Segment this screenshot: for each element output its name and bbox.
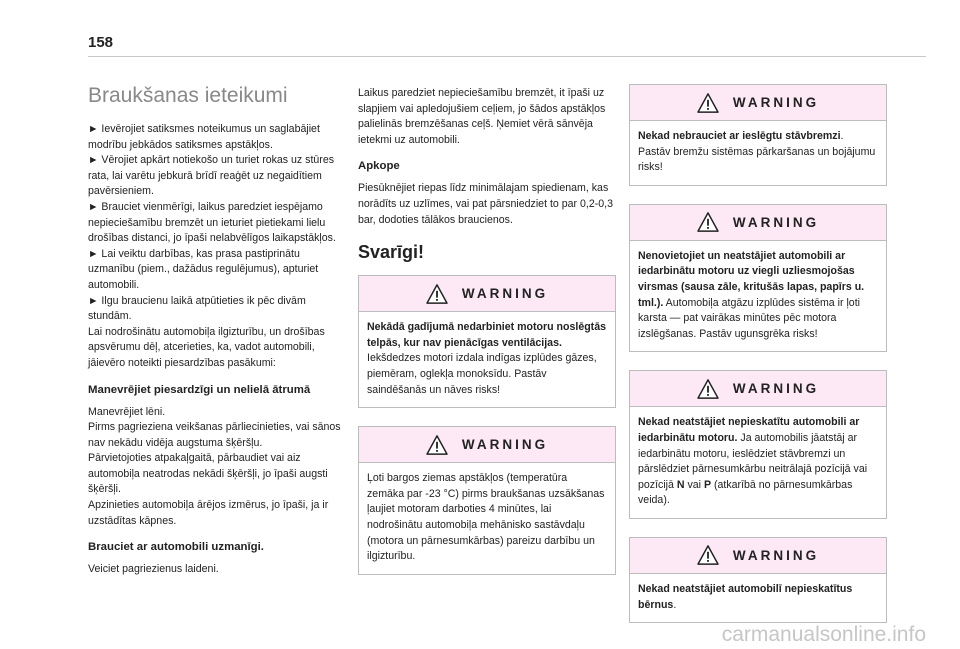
warning-box-cold-start xyxy=(358,426,616,575)
warning-body xyxy=(630,407,886,518)
warning-box-children xyxy=(629,537,887,623)
heading-important: Svarīgi! xyxy=(358,242,425,263)
warning-text-or: vai xyxy=(684,478,704,491)
warning-text: Ļoti bargos ziemas apstākļos (temperatūra zemāka par -23 °C) pirms braukšanas uzsākšanas ļaujiet motoram darboties 4 minūtes, lai nodrošinātu automobiļa mehānisko sastāvdaļu (motora un pārnesumkārbas) pareizu darbību un ilgizturību. xyxy=(367,472,605,563)
gear-n-label: N xyxy=(676,478,685,491)
maneuver-text-3: Pārvietojoties atpakaļgaitā, pārbaudiet vai aiz automobiļa neatrodas nekādi šķēršļi, jo īpaši augsti šķēršļi. xyxy=(88,452,328,496)
heading-maintenance: Apkope xyxy=(358,160,400,173)
tip-5: ► Ilgu braucienu laikā atpūtieties ik pēc divām stundām. xyxy=(88,294,306,323)
column-2 xyxy=(358,86,616,575)
warning-triangle-icon xyxy=(426,435,448,455)
maneuver-text-2: Pirms pagrieziena veikšanas pārliecinieties, vai sānos nav nekādu vidēja augstuma šķēršļu. xyxy=(88,421,341,449)
warning-body xyxy=(630,574,886,622)
warning-bold-text: Nekad neatstājiet nepieskatītu automobili ar iedarbinātu motoru. xyxy=(638,416,860,444)
braking-text: Laikus paredziet nepieciešamību bremzēt, it īpaši uz slapjiem vai apledojušiem ceļiem, jo šādos apstākļos palielinās bremzēšanas ceļš. Ņemiet vērā sānvēja ietekmi uz automobili. xyxy=(358,87,606,146)
warning-text: . xyxy=(673,598,677,611)
tyre-pressure-text: Piesūknējiet riepas līdz minimālajam spiedienam, kas norādīts uz uzlīmes, vai pat pārsniedziet to par 0,2-0,3 bar, dodoties tālākos braucienos. xyxy=(358,182,613,226)
warning-label: WARNING xyxy=(732,547,820,563)
warning-header xyxy=(630,85,886,121)
warning-body xyxy=(630,241,886,352)
warning-header xyxy=(630,205,886,241)
gear-p-label: P xyxy=(703,478,712,491)
warning-bold-text: Nekad neatstājiet automobilī nepieskatītus bērnus xyxy=(638,582,853,611)
tip-4: ► Lai veiktu darbības, kas prasa pastiprinātu uzmanību (piem., dažādus regulējumus), apturiet automobili. xyxy=(88,247,319,291)
warning-triangle-icon xyxy=(697,379,719,399)
tip-2: ► Vērojiet apkārt notiekošo un turiet rokas uz stūres rata, lai varētu jebkurā brīdī reaģēt uz negaidītiem pavērsieniem. xyxy=(88,154,335,198)
warning-box-parking-brake xyxy=(629,84,887,186)
warning-triangle-icon xyxy=(426,284,448,304)
warning-header xyxy=(359,276,615,312)
warning-label: WARNING xyxy=(461,286,549,302)
warning-box-flammable-surface xyxy=(629,204,887,353)
warning-bold-text: Nekad nebrauciet ar ieslēgtu stāvbremzi xyxy=(638,130,841,142)
watermark: carmanualsonline.info xyxy=(721,623,926,646)
warning-triangle-icon xyxy=(697,93,719,113)
warning-label: WARNING xyxy=(732,381,820,397)
warning-bold-text: Nekādā gadījumā nedarbiniet motoru noslēgtās telpās, kur nav pienācīgas ventilācijas. xyxy=(367,321,606,349)
warning-text: Ja automobilis jāatstāj ar iedarbinātu motoru, ieslēdziet stāvbremzi un pārslēdziet pārnesumkārbu neitrālajā pozīcijā vai pozīcijā xyxy=(638,431,868,491)
warning-header xyxy=(630,538,886,574)
warning-text: Iekšdedzes motori izdala indīgas izplūdes gāzes, piemēram, oglekļa monoksīdu. Pastāv saindēšanās un nāves risks! xyxy=(367,352,597,396)
tip-1: ► Ievērojiet satiksmes noteikumus un saglabājiet modrību jebkādos satiksmes apstākļos. xyxy=(88,123,320,151)
warning-label: WARNING xyxy=(461,437,549,453)
warning-triangle-icon xyxy=(697,212,719,232)
column-3 xyxy=(629,84,887,623)
drive-carefully-text: Veiciet pagriezienus laideni. xyxy=(88,563,219,576)
warning-bold-text: Nenovietojiet un neatstājiet automobili ar iedarbinātu motoru uz viegli uzliesmojošas virsmas (sausa zāle, kritušās lapas, papīrs u. tml.). xyxy=(638,249,865,309)
warning-body xyxy=(359,312,615,407)
warning-label: WARNING xyxy=(732,95,820,110)
warning-header xyxy=(630,371,886,407)
warning-text: Automobiļa atgāzu izplūdes sistēma ir ļoti karsta — pat vairākas minūtes pēc motora izslēgšanas. Pastāv ugunsgrēka risks! xyxy=(638,296,860,340)
heading-maneuver: Manevrējiet piesardzīgi un nelielā ātrumā xyxy=(88,383,311,396)
tip-3: ► Brauciet vienmērīgi, laikus paredziet iespējamo nepieciešamību bremzēt un ieturiet pietiekami lielu drošības distanci, jo īpaši nelabvēlīgos laikapstākļos. xyxy=(88,200,336,245)
maneuver-text-4: Apzinieties automobiļa ārējos izmērus, jo īpaši, ja ir uzstādītas kāpnes. xyxy=(88,499,329,527)
precautions-intro: Lai nodrošinātu automobiļa ilgizturību, un drošības apsvērumu dēļ, atcerieties, ka, vadot automobili, jāievēro noteikti piesardzības pasākumi: xyxy=(88,325,325,369)
warning-triangle-icon xyxy=(697,545,719,565)
column-1 xyxy=(88,84,346,578)
warning-body xyxy=(359,463,615,574)
maneuver-text-1: Manevrējiet lēni. xyxy=(88,405,166,418)
warning-text-end: (atkarībā no pārnesumkārbas veida). xyxy=(638,478,853,507)
heading-drive-carefully: Brauciet ar automobili uzmanīgi. xyxy=(88,541,264,554)
page-number: 158 xyxy=(88,34,114,51)
warning-text: . Pastāv bremžu sistēmas pārkaršanas un bojājumu risks! xyxy=(638,130,876,174)
warning-header xyxy=(359,427,615,463)
warning-box-ventilation xyxy=(358,275,616,408)
top-divider xyxy=(88,56,926,57)
warning-box-running-engine xyxy=(629,370,887,519)
warning-label: WARNING xyxy=(732,214,820,230)
warning-body xyxy=(630,121,886,185)
page-title: Braukšanas ieteikumi xyxy=(88,84,288,107)
